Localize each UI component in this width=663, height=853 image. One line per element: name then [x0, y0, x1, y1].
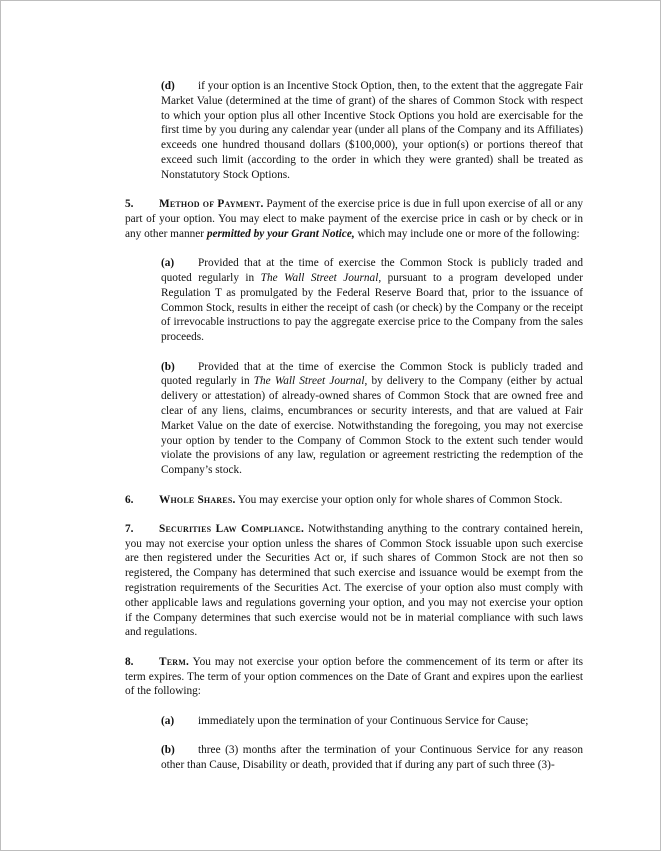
paragraph-d	[82, 79, 583, 183]
section-5-number: 5.	[125, 198, 134, 211]
section-6-text: You may exercise your option only for whole shares of Common Stock.	[237, 493, 563, 506]
section-7-text: Notwithstanding anything to the contrary contained herein, you may not exercise your option unless the shares of Common Stock issuable upon such exercise are then registered under the Securities Act or, if such shares of Common Stock are not then so registered, the Company has determined that such exercise and issuance would be exempt from the registration requirements of the Securities Act. The exercise of your option also must comply with other applicable laws and regulations governing your option, and you may not exercise your option if the Company determines that such exercise would not be in material compliance with such laws and regulations.	[125, 522, 583, 639]
section-5-b-text-1: Provided that at the time of exercise the Common Stock is publicly traded and quoted regularly in	[161, 360, 583, 388]
section-5-heading: Method of Payment.	[159, 198, 264, 211]
section-5-text-b: which may include one or more of the following:	[357, 227, 580, 240]
section-8-a-label: (a)	[161, 714, 175, 727]
section-5	[82, 197, 583, 241]
section-8-b-text: three (3) months after the termination of your Continuous Service for any reason other than Cause, Disability or death, provided that if during any part of such three (3)-	[161, 744, 583, 772]
section-5-a-text-1: Provided that at the time of exercise the Common Stock is publicly traded and quoted regularly in	[161, 257, 583, 284]
section-5-a-label: (a)	[161, 257, 175, 270]
paragraph-d-label: (d)	[161, 80, 175, 92]
section-6	[82, 493, 583, 508]
document-body	[82, 79, 583, 787]
section-8-a-text: immediately upon the termination of your Continuous Service for Cause;	[198, 714, 529, 727]
section-5-b-label: (b)	[161, 360, 175, 373]
section-5-a-text-2: , pursuant to a program developed under Regulation T as promulgated by the Federal Reserve Board that, prior to the issuance of Common Stock, results in either the receipt of cash (or check) by the Company or the receipt of irrevocable instructions to pay the aggregate exercise price to the Company from the sales proceeds.	[161, 271, 583, 344]
section-5-grant-notice: permitted by your Grant Notice,	[206, 227, 355, 240]
section-5-b-text-2: , by delivery to the Company (either by actual delivery or attestation) of already-owned shares of Common Stock that are owned free and clear of any liens, claims, encumbrances or security interests, and that are valued at Fair Market Value on the date of exercise. Notwithstanding the foregoing, you may not exercise your option by tender to the Company of Common Stock to the extent such tender would violate the provisions of any law, regulation or agreement restricting the redemption of the Company’s stock.	[161, 375, 583, 477]
section-5-b-journal: The Wall Street Journal	[253, 375, 365, 388]
section-8-number: 8.	[125, 655, 134, 668]
paragraph-d-text: if your option is an Incentive Stock Option, then, to the extent that the aggregate Fair Market Value (determined at the time of grant) of the shares of Common Stock with respect to which your option plus all other Incentive Stock Options you hold are exercisable for the first time by you during any calendar year (under all plans of the Company and its Affiliates) exceeds one hundred thousand dollars ($100,000), your option(s) or portions thereof that exceed such limit (according to the order in which they were granted) shall be treated as Nonstatutory Stock Options.	[161, 80, 583, 181]
section-5-b	[82, 360, 583, 478]
section-8-b-label: (b)	[161, 744, 175, 757]
section-8-heading: Term.	[159, 655, 190, 668]
section-7	[82, 522, 583, 640]
section-8-b	[82, 743, 583, 773]
section-8-a	[82, 714, 583, 729]
section-7-heading: Securities Law Compliance.	[159, 522, 304, 535]
section-5-a-journal: The Wall Street Journal	[260, 271, 379, 284]
section-6-number: 6.	[125, 493, 134, 506]
section-8	[82, 655, 583, 699]
section-6-heading: Whole Shares.	[159, 493, 236, 506]
section-8-text: You may not exercise your option before the commencement of its term or after its term expires. The term of your option commences on the Date of Grant and expires upon the earliest of the following:	[125, 655, 583, 698]
section-5-a	[82, 256, 583, 345]
section-7-number: 7.	[125, 522, 134, 535]
section-5-text-a: Payment of the exercise price is due in full upon exercise of all or any part of your option. You may elect to make payment of the exercise price in cash or by check or in any other manner	[125, 198, 584, 240]
